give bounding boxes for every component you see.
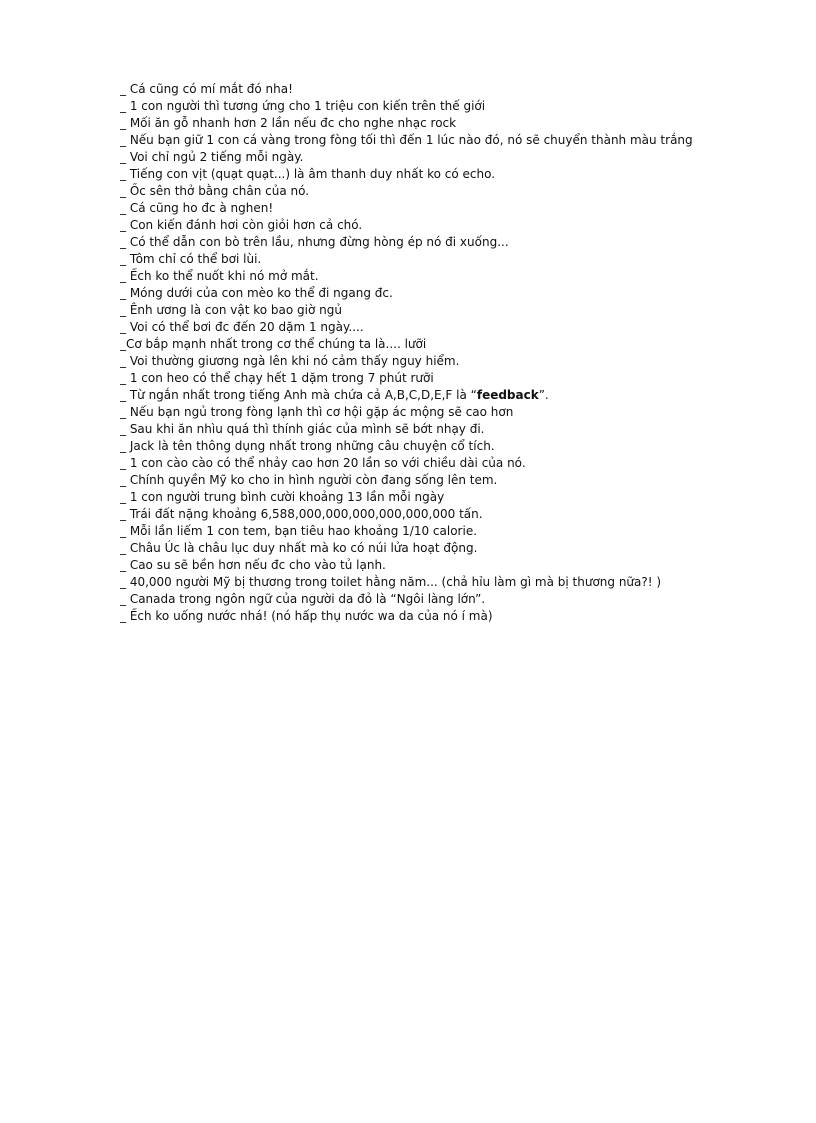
fact-line: _ Có thể dẫn con bò trên lầu, nhưng đừng hòng ép nó đi xuống... (120, 235, 509, 249)
fact-line: _ Ốc sên thở bằng chân của nó. (120, 184, 310, 198)
fact-list (120, 81, 800, 625)
fact-line: _ Cao su sẽ bền hơn nếu đc cho vào tủ lạnh. (120, 558, 386, 572)
fact-text-before: _ Từ ngắn nhất trong tiếng Anh mà chứa cả A,B,C,D,E,F là “ (120, 388, 477, 402)
fact-line: _ Nếu bạn giữ 1 con cá vàng trong fòng tối thì đến 1 lúc nào đó, nó sẽ chuyển thành màu trắng (120, 133, 693, 147)
fact-line: _ 1 con người trung bình cười khoảng 13 lần mỗi ngày (120, 490, 445, 504)
fact-line: _ Tôm chỉ có thể bơi lùi. (120, 252, 262, 266)
fact-line: _ Jack là tên thông dụng nhất trong những câu chuyện cổ tích. (120, 439, 495, 453)
fact-line: _ 1 con heo có thể chạy hết 1 dặm trong 7 phút rưỡi (120, 371, 434, 385)
fact-line: _ Mối ăn gỗ nhanh hơn 2 lần nếu đc cho nghe nhạc rock (120, 116, 457, 130)
fact-line: _ Voi có thể bơi đc đến 20 dặm 1 ngày.... (120, 320, 364, 334)
fact-text-after: ”. (538, 388, 549, 402)
fact-line: _ Canada trong ngôn ngữ của người da đỏ là “Ngôi làng lớn”. (120, 592, 486, 606)
fact-line: _ Nếu bạn ngủ trong fòng lạnh thì cơ hội gặp ác mộng sẽ cao hơn (120, 405, 514, 419)
fact-line: _ Ếch ko thể nuốt khi nó mở mắt. (120, 269, 319, 283)
fact-line: _ Ếch ko uống nước nhá! (nó hấp thụ nước wa da của nó í mà) (120, 609, 493, 623)
fact-line: _ Trái đất nặng khoảng 6,588,000,000,000,000,000,000 tấn. (120, 507, 483, 521)
fact-line: _ 40,000 người Mỹ bị thương trong toilet hằng năm... (chả hỉu làm gì mà bị thương nữa?! ) (120, 575, 662, 589)
fact-line: _ Châu Úc là châu lục duy nhất mà ko có núi lửa hoạt động. (120, 541, 478, 555)
fact-bold-word: feedback (476, 388, 539, 402)
fact-line: _ Voi chỉ ngủ 2 tiếng mỗi ngày. (120, 150, 304, 164)
fact-line: _ Sau khi ăn nhìu quá thì thính giác của mình sẽ bớt nhạy đi. (120, 422, 485, 436)
fact-line: _Cơ bắp mạnh nhất trong cơ thể chúng ta là.... lưỡi (120, 337, 427, 351)
fact-line: _ Voi thường giương ngà lên khi nó cảm thấy nguy hiểm. (120, 354, 460, 368)
fact-line: _ Cá cũng ho đc à nghen! (120, 201, 274, 215)
fact-line: _ Con kiến đánh hơi còn giỏi hơn cả chó. (120, 218, 363, 232)
fact-line: _ 1 con người thì tương ứng cho 1 triệu con kiến trên thế giới (120, 99, 486, 113)
fact-line: _ Cá cũng có mí mắt đó nha! (120, 82, 293, 96)
fact-line: _ Ễnh ương là con vật ko bao giờ ngủ (120, 303, 342, 317)
fact-line: _ Tiếng con vịt (quạt quạt...) là âm thanh duy nhất ko có echo. (120, 167, 496, 181)
fact-line: _ Chính quyền Mỹ ko cho in hình người còn đang sống lên tem. (120, 473, 498, 487)
fact-line: _ Móng dưới của con mèo ko thể đi ngang đc. (120, 286, 393, 300)
fact-line-feedback (120, 387, 800, 404)
fact-line: _ 1 con cào cào có thể nhảy cao hơn 20 lần so với chiều dài của nó. (120, 456, 526, 470)
fact-line: _ Mỗi lần liếm 1 con tem, bạn tiêu hao khoảng 1/10 calorie. (120, 524, 478, 538)
